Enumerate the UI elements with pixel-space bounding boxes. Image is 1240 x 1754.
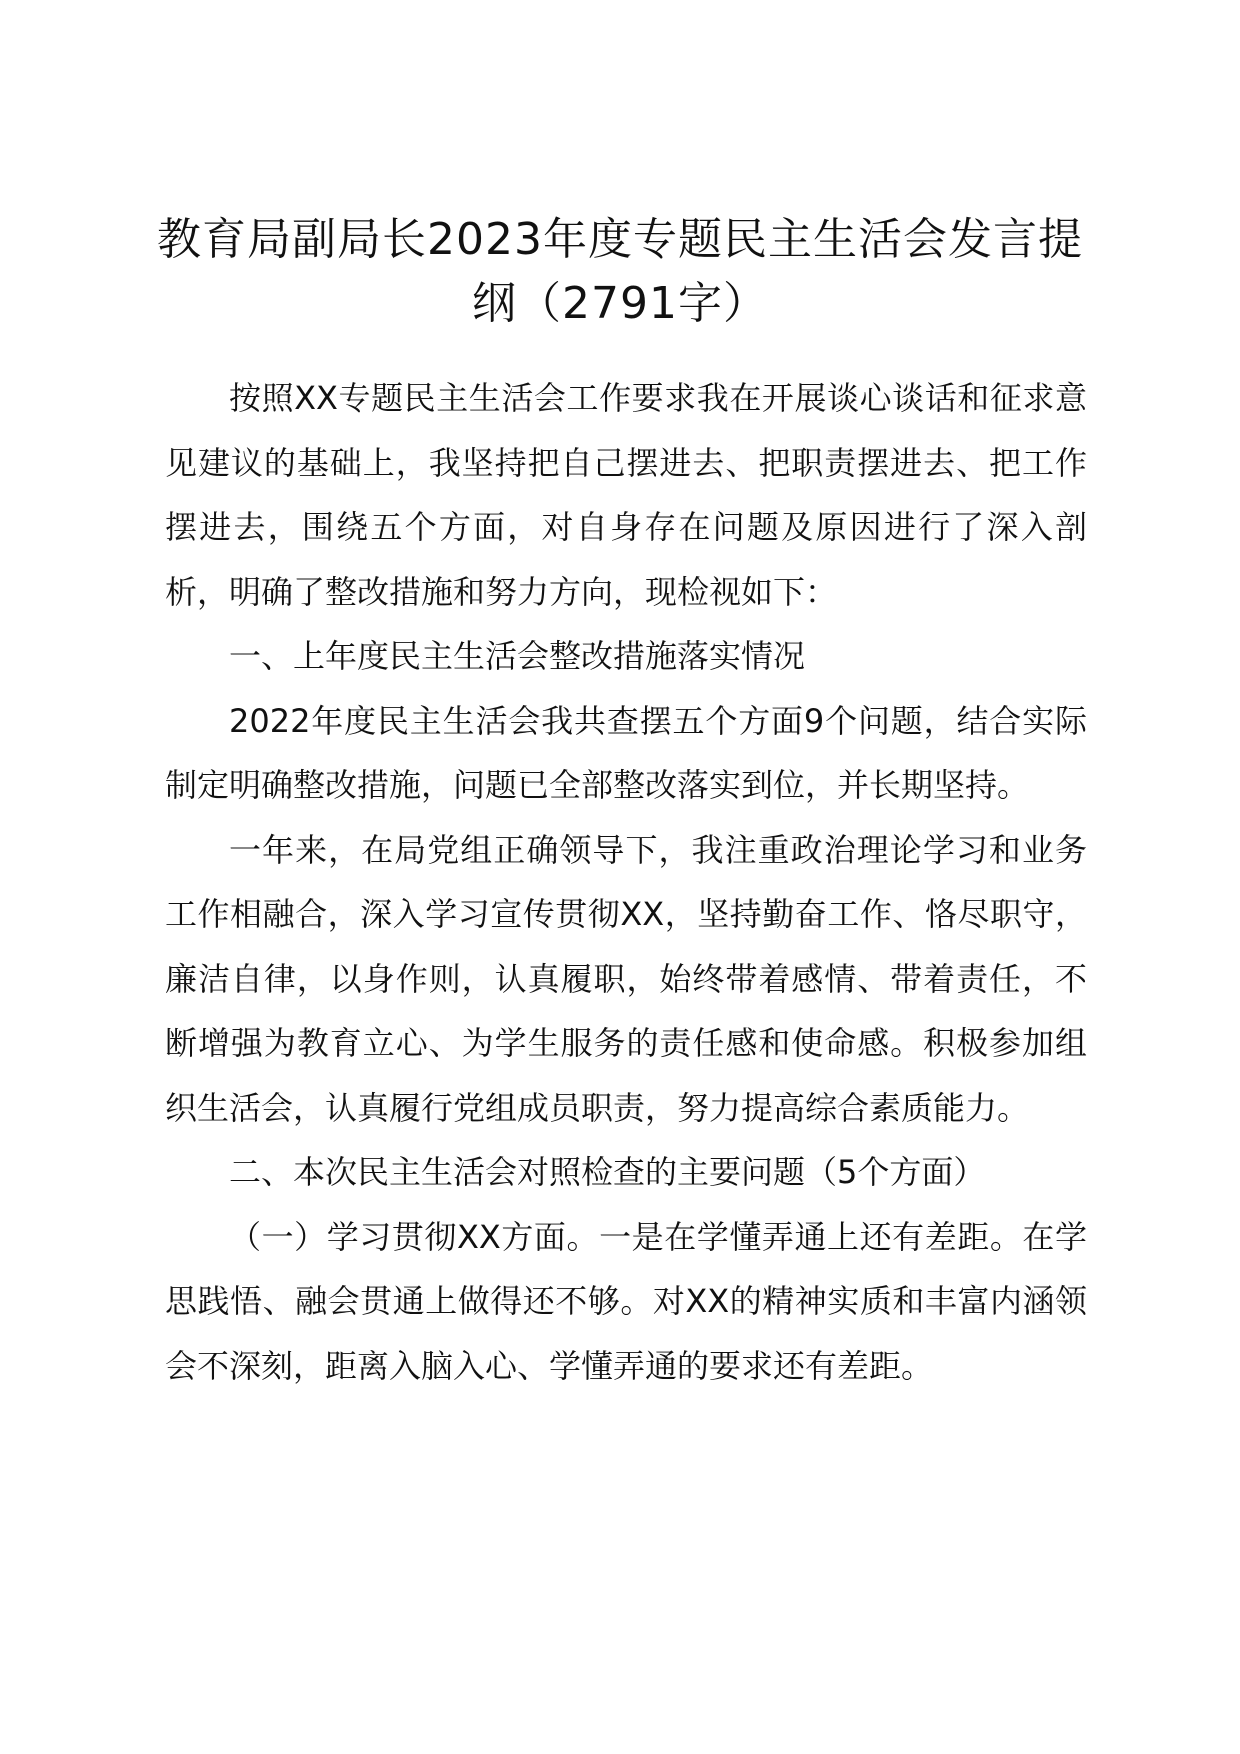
section-heading-1: 一、上年度民主生活会整改措施落实情况 bbox=[229, 637, 806, 675]
paragraph-2022-review: 2022年度民主生活会我共查摆五个方面9个问题，结合实际制定明确整改措施，问题已全部整改落实到位，并长期坚持。 bbox=[165, 701, 1087, 804]
document-body bbox=[165, 366, 1087, 1398]
paragraph-study-issue: （一）学习贯彻XX方面。一是在学懂弄通上还有差距。在学思践悟、融会贯通上做得还不够。对XX的精神实质和丰富内涵领会不深刻，距离入脑入心、学懂弄通的要求还有差距。 bbox=[165, 1217, 1087, 1385]
document-title: 教育局副局长2023年度专题民主生活会发言提纲（2791字） bbox=[157, 214, 1083, 329]
paragraph-year-summary: 一年来，在局党组正确领导下，我注重政治理论学习和业务工作相融合，深入学习宣传贯彻XX，坚持勤奋工作、恪尽职守，廉洁自律，以身作则，认真履职，始终带着感情、带着责任，不断增强为教育立心、为学生服务的责任感和使命感。积极参加组织生活会，认真履行党组成员职责，努力提高综合素质能力。 bbox=[165, 830, 1087, 1127]
section-heading-2: 二、本次民主生活会对照检查的主要问题（5个方面） bbox=[229, 1153, 986, 1191]
paragraph-intro: 按照XX专题民主生活会工作要求我在开展谈心谈话和征求意见建议的基础上，我坚持把自己摆进去、把职责摆进去、把工作摆进去，围绕五个方面，对自身存在问题及原因进行了深入剖析，明确了整改措施和努力方向，现检视如下： bbox=[165, 379, 1087, 611]
